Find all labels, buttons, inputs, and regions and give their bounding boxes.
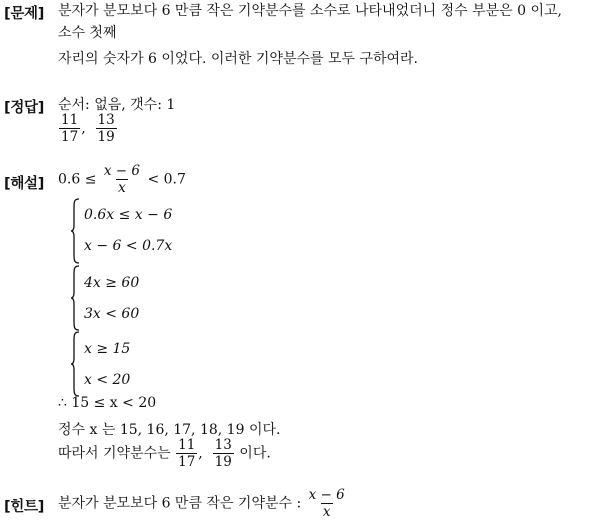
fraction-denominator: 19 (214, 454, 232, 470)
fraction-denominator: 17 (178, 454, 196, 470)
problem-text-line3: 자리의 숫자가 6 이었다. 이러한 기약분수를 모두 구하여라. (58, 51, 419, 67)
answer-label: [정답] (4, 100, 45, 116)
left-brace-icon (70, 198, 80, 264)
fraction-numerator: x − 6 (103, 163, 141, 179)
problem-text-line1: 분자가 분모보다 6 만큼 작은 기약분수를 소수로 나타내었더니 정수 부분은 0 이고, (58, 3, 562, 19)
fraction-numerator: 13 (214, 437, 232, 453)
system-1-line-1: 0.6x ≤ x − 6 (84, 207, 173, 223)
left-brace-icon (70, 265, 80, 331)
fraction-denominator: 17 (61, 129, 79, 145)
problem-text-line2: 소수 첫째 (58, 25, 117, 41)
answer-fraction-1 (59, 112, 80, 145)
integers-line: 정수 x 는 15, 16, 17, 18, 19 이다. (58, 422, 281, 438)
system-3-line-1: x ≥ 15 (84, 341, 131, 357)
inequality-left: 0.6 ≤ (58, 171, 97, 188)
inequality-right: < 0.7 (147, 171, 186, 188)
system-3-line-2: x < 20 (84, 372, 131, 388)
conclusion-line: 따라서 기약분수는 $\frac{11}{17}$ , $\frac{13}{19}$ 이다. (58, 437, 271, 470)
solution-inequality (58, 163, 186, 196)
conclusion-suffix: 이다. (239, 445, 271, 462)
hint-fraction (307, 487, 347, 520)
hint-label: [힌트] (4, 499, 45, 515)
answer-count-line: 순서: 없음, 갯수: 1 (58, 97, 176, 113)
therefore-line: ∴ 15 ≤ x < 20 (58, 395, 157, 411)
conclusion-fraction-2 (213, 437, 234, 470)
system-2-line-2: 3x < 60 (84, 306, 140, 322)
fraction-numerator: x − 6 (308, 487, 345, 503)
fraction-denominator: x (322, 504, 331, 520)
hint-text: 분자가 분모보다 6 만큼 작은 기약분수 : (58, 495, 302, 512)
system-2-line-1: 4x ≥ 60 (84, 275, 140, 291)
fraction-numerator: 11 (178, 437, 196, 453)
fraction-denominator: x (118, 180, 126, 196)
hint-line (58, 487, 348, 520)
problem-label: [문제] (4, 6, 45, 22)
conclusion-prefix: 따라서 기약분수는 (58, 445, 171, 462)
answer-fraction-2 (96, 112, 117, 145)
answer-fractions: $\frac{11}{17}$ , $\frac{13}{19}$ (61, 112, 115, 145)
fraction-denominator: 19 (97, 129, 115, 145)
fraction-numerator: 13 (97, 112, 115, 128)
solution-label: [해설] (4, 176, 45, 192)
conclusion-fraction-1 (176, 437, 197, 470)
left-brace-icon (70, 331, 80, 397)
system-1-line-2: x − 6 < 0.7x (84, 238, 173, 254)
fraction-numerator: 11 (61, 112, 79, 128)
inequality-fraction (102, 163, 142, 196)
